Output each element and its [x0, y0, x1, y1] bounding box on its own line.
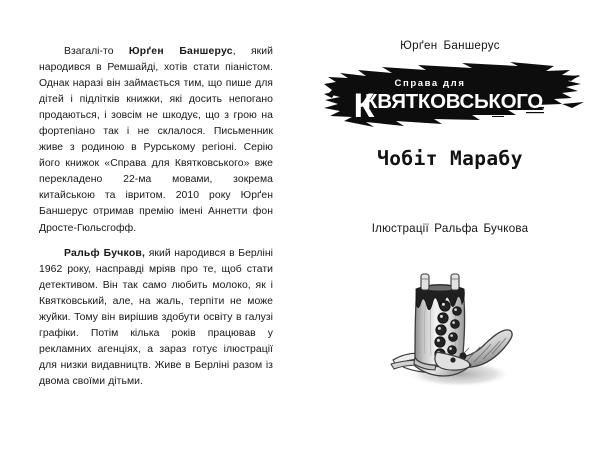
bio-paragraph-buchkov — [39, 246, 273, 390]
book-title: Чобіт Марабу — [377, 147, 523, 170]
boot-vamp-button — [450, 357, 455, 362]
series-logo-main-text: КВЯТКОВСЬКОГО — [365, 90, 543, 113]
series-logo-banner — [322, 60, 584, 130]
boot-illustration — [385, 268, 525, 413]
bio-text-column — [39, 44, 273, 390]
series-logo-small-text: Справа для — [394, 78, 466, 89]
right-page — [300, 0, 600, 462]
title-page-author-name: Юрґен Баншерус — [400, 39, 500, 52]
series-logo-initial-letter: К — [353, 87, 375, 125]
bio-text-before-bold-0: Взагалі-то — [64, 46, 129, 57]
author-name-bold-buchkov: Ральф Бучков, — [64, 247, 146, 259]
bio-text-body-1: який народився в Берліні 1962 року, насправді мріяв про те, щоб стати детективом. Він так само любить молоко, як і Квятковський, але, на жаль, терпіти не може жуйки. Тому він вирішив здобути освіту в галузі графіки. Потім кілька років працював у рекламних агенціях, а зараз готує ілюстрації для низки видавництв. Живе в Берліні разом із двома своїми дітьми. — [39, 247, 273, 387]
bio-text-body-0: , який народився в Ремшайді, хотів стати піаністом. Однак наразі він займається тим, що пише для дітей і підлітків книжки, які досить непогано продаються, і зовсім не шкодує, що з грою на фортепіано так і не склалося. Письменник живе з родиною в Рурському регіоні. Серію його книжок «Справа для Квятковського» вже перекладено 22-ма мовами, зокрема китайською та івритом. 2010 року Юрґен Баншерус отримав премію імені Аннетти фон Дросте-Гюльсгофф. — [39, 46, 273, 234]
bio-paragraph-bansherus — [39, 44, 273, 237]
illustrator-credit: Ілюстрації Ральфа Бучкова — [371, 222, 529, 235]
author-name-bold-bansherus: Юрґен Баншерус — [128, 46, 233, 57]
